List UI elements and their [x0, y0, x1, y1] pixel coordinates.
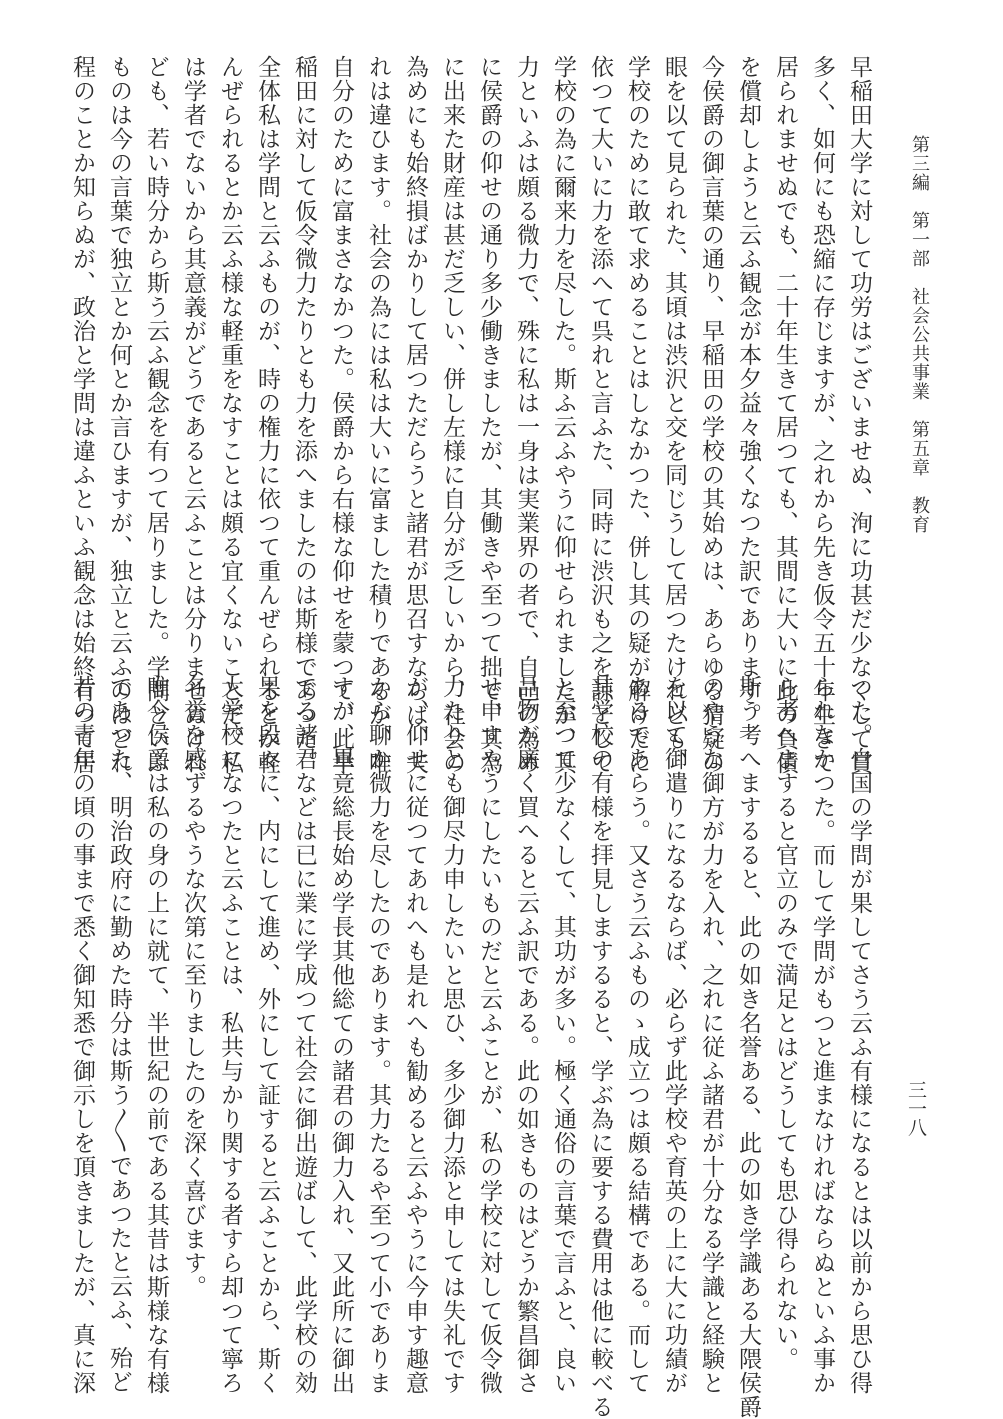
text-line: 早稲田大学に対して功労はございませぬ、洵に功甚だ少なくして賞: [846, 55, 872, 775]
text-line: 名誉を感ずるやうな次第に至りましたのを深く喜びます。: [180, 675, 206, 1299]
text-line: を以て御遣りになるならば、必らず此学校や育英の上に大に功績が: [661, 675, 687, 1395]
text-line: 品物が廉く買へると云ふ訳である。此の如きものはどうか繁昌御さ: [513, 675, 539, 1395]
text-line: 果を段々に、内にして進め、外にして証すると云ふことから、斯く: [254, 675, 280, 1395]
text-line: られなかつた。而して学問がもつと進まなければならぬといふ事か: [809, 675, 835, 1395]
text-line: 大学校になつたと云ふことは、私共与かり関する者すら却つて寧ろ: [217, 675, 243, 1395]
text-line: 今侯爵の御言葉の通り、早稲田の学校の其始めは、あらゆる猜疑の: [698, 55, 724, 775]
text-line: 学校の為に爾来力を尽した。斯ふ云ふやうに仰せられましたが、其: [550, 55, 576, 775]
text-line: ものは今の言葉で独立とか何とか言ひますが、独立と云ふのはどれ: [106, 55, 132, 775]
text-line: が、仰せに従つてあれへも是れへも勧めると云ふやうに今申す趣意: [402, 675, 428, 1395]
text-line: せ申すやうにしたいものだと云ふことが、私の学校に対して仮令微: [476, 675, 502, 1395]
running-head: 第三編 第一部 社会公共事業 第五章 教育: [909, 135, 930, 534]
text-line: 昔の青年の頃の事まで悉く御知悉で御示しを頂きましたが、真に深: [69, 675, 95, 1395]
text-line: れは違ひます。社会の為には私は大いに富ました積りであるが、唯: [365, 55, 391, 775]
text-line: 程のことか知らぬが、政治と学問は違ふといふ観念は始終有つて居: [69, 55, 95, 775]
text-line: と至つて少なくして、其功が多い。極く通俗の言葉で言ふと、良い: [550, 675, 576, 1395]
text-line: 居られませぬでも、二十年生きて居つても、其間に大いに此の負債: [772, 55, 798, 775]
text-line: ども、若い時分から斯う云ふ観念を有つて居りました。学問といふ: [143, 55, 169, 775]
text-line: から聊か微力を尽したのであります。其力たるや至つて小でありま: [365, 675, 391, 1395]
text-line: 斯う考へまするると、此の如き名誉ある、此の如き学識ある大隈侯爵: [735, 675, 761, 1419]
text-line: 全体私は学問と云ふものが、時の権力に依つて重んぜられるとか軽: [254, 55, 280, 775]
text-line: 学校のために敢て求めることはしなかつた、併し其の疑が解けたに: [624, 55, 650, 775]
text-line: に出来た財産は甚だ乏しい、併し左様に自分が乏しいから、社会の: [439, 55, 465, 775]
text-line: を償却しようと云ふ観念が本夕益々強くなつた訳であります。: [735, 55, 761, 727]
text-line: んぜられるとか云ふ様な軽重をなすことは頗る宜くないことだ。私: [217, 55, 243, 775]
text-line: 為めにも始終損ばかりして居つただらうと諸君が思召すならば、夫: [402, 55, 428, 775]
text-line: であつた、明治政府に勤めた時分は斯う〳〵であつたと云ふ、殆ど: [106, 675, 132, 1394]
text-line: あるであらう。又さう云ふものゝ成立つは頗る結構である。而して: [624, 675, 650, 1395]
text-line: に侯爵の仰せの通り多少働きましたが、其働きや至つて拙で、其為: [476, 55, 502, 775]
text-line: 多く、如何にも恐縮に存じますが、之れから先き仮令五十年生きて: [809, 55, 835, 775]
text-line: 力たりとも御尽力申したいと思ひ、多少御力添と申しては失礼です: [439, 675, 465, 1395]
text-line: 唯今侯爵は私の身の上に就て、半世紀の前である其昔は斯様な有様: [143, 675, 169, 1395]
text-line: 其学校の有様を拝見しまするると、学ぶ為に要する費用は他に較べる: [587, 675, 613, 1419]
text-line: 稲田に対して仮令微力たりとも力を添へましたのは斯様であつた。: [291, 55, 317, 775]
text-line: のやうな御方が力を入れ、之れに従ふ諸君が十分なる学識と経験と: [698, 675, 724, 1395]
text-line: ら考へますると官立のみで満足とはどうしても思ひ得られない。: [772, 675, 798, 1371]
text-line: でる諸君などは已に業に学成つて社会に御出遊ばして、此学校の効: [291, 675, 317, 1395]
text-line: 依つて大いに力を添へて呉れと言ふた、同時に渋沢も之を諒として: [587, 55, 613, 775]
text-line: 自分のために富まさなかつた。侯爵から右様な仰せを蒙つて、此早: [328, 55, 354, 775]
page-number: 三一八: [905, 1080, 927, 1137]
text-line: すが、畢竟総長始め学長其他総ての諸君の御力入れ、又此所に御出: [328, 675, 354, 1395]
text-line: 眼を以て見られた、其頃は渋沢と交を同じうして居つたけれども、: [661, 55, 687, 775]
text-line: つた。自国の学問が果してさう云ふ有様になるとは以前から思ひ得: [846, 675, 872, 1395]
text-line: は学者でないから其意義がどうであると云ふことは分りませぬけれ: [180, 55, 206, 775]
text-line: 力といふは頗る微力で、殊に私は一身は実業界の者で、自己の為め: [513, 55, 539, 775]
